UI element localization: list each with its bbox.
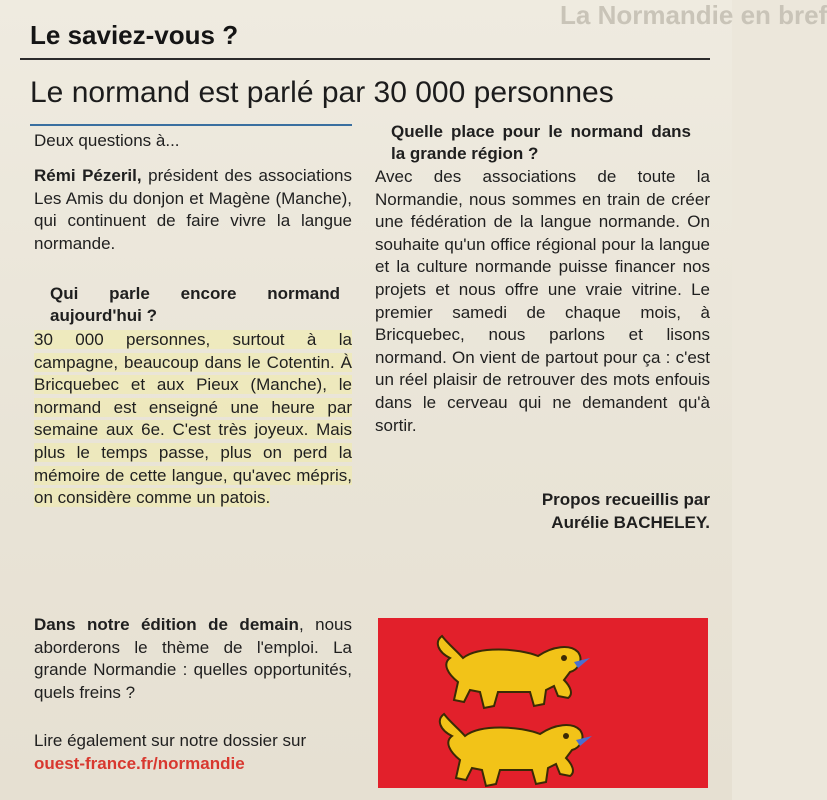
normandy-flag-icon [378,618,708,788]
see-also [34,730,352,775]
interviewee-name: Rémi Pézeril, [34,166,142,185]
question-1: Qui parle encore normand aujourd'hui ? [50,284,340,325]
answer-1 [34,329,352,510]
answer-2: Avec des associations de toute la Normandie, nous sommes en train de créer une fédération de la langue normande. On souhaite qu'un office régional pour la langue et la culture normande puisse financer nos projets et nous offre une vraie vitrine. Le premier samedi de chaque mois, à Bricquebec, nous parlons et lisons normand. On vient de partout pour ça : c'est un réel plaisir de retrouver des mots enfouis dans le cerveau qui ne demandent qu'à sortir. [375,167,710,435]
lede-paragraph [34,165,352,255]
byline-author: Aurélie BACHELEY. [551,513,710,532]
tomorrow-text: , nous aborderons le thème de l'emploi. La grande Normandie : quelles opportunités, quels freins ? [34,615,352,702]
byline-label: Propos recueillis par [541,490,710,509]
interview-intro-label: Deux questions à... [34,131,180,150]
article-headline: Le normand est parlé par 30 000 personnes [30,76,614,109]
headline-divider [30,124,352,126]
see-also-text: Lire également sur notre dossier sur [34,731,307,750]
tomorrow-lead: Dans notre édition de demain [34,615,299,634]
normandy-flag-image [378,618,708,788]
lede-text: président des associations Les Amis du donjon et Magène (Manche), qui continuent de faire vivre la langue normande. [34,166,353,253]
bleed-through-text: La Normandie en bref [560,0,827,30]
question-2: Quelle place pour le normand dans la grande région ? [391,122,691,163]
interview-intro [34,130,352,153]
section-kicker: Le saviez-vous ? [30,20,239,50]
answer-1-text: 30 000 personnes, surtout à la campagne, beaucoup dans le Cotentin. À Bricquebec et aux Pieux (Manche), le normand est enseigné une heure par semaine aux 6e. C'est très joyeux. Mais plus le temps passe, plus on perd la mémoire de cette langue, qu'avec mépris, on considère comme un patois. [34,330,352,508]
kicker-divider [20,58,710,60]
ouest-france-link[interactable]: ouest-france.fr/normandie [34,753,245,773]
tomorrow-edition [34,614,352,704]
